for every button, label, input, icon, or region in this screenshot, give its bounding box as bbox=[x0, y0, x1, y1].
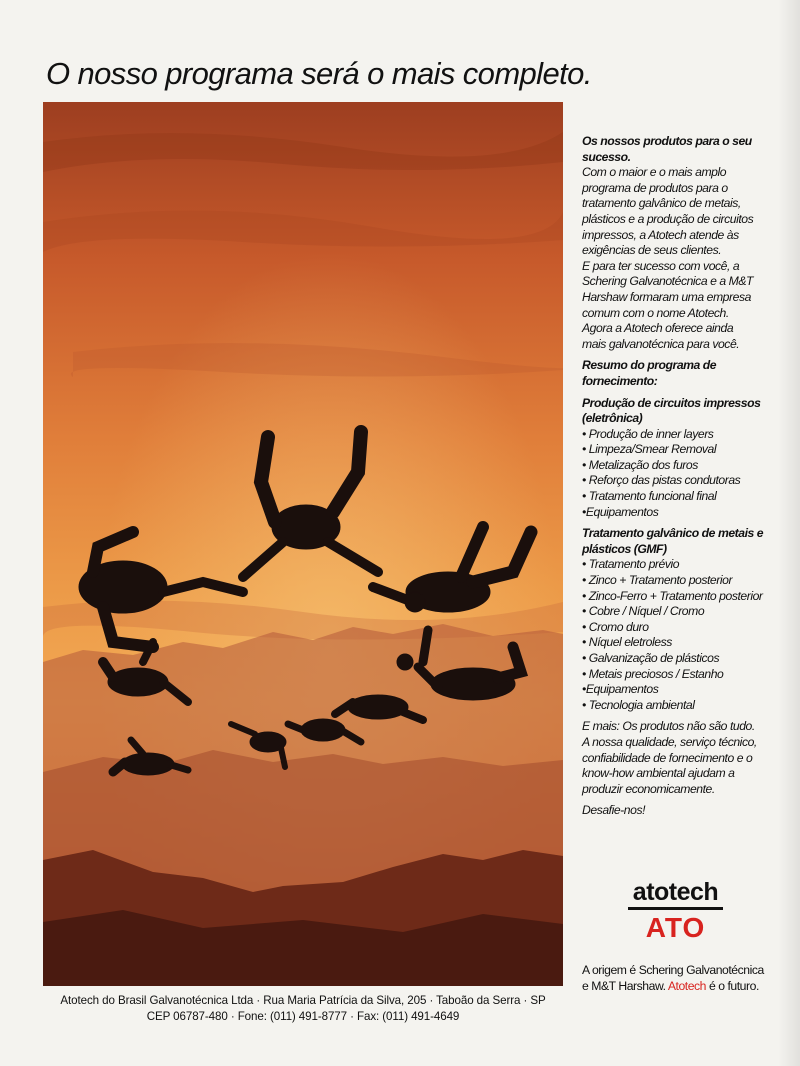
logo-divider bbox=[628, 907, 723, 910]
pcb-item: • Produção de inner layers bbox=[582, 426, 714, 441]
intro-line: impressos, a Atotech atende às bbox=[582, 227, 739, 242]
pcb-item: • Reforço das pistas condutoras bbox=[582, 473, 741, 488]
atotech-ato-logo bbox=[628, 879, 723, 942]
intro-line: Agora a Atotech oferece ainda bbox=[582, 321, 734, 336]
pcb-list bbox=[582, 427, 782, 521]
gmf-item: • Galvanização de plásticos bbox=[582, 651, 720, 665]
footer-address bbox=[43, 993, 563, 1025]
headline: O nosso programa será o mais completo. bbox=[46, 56, 592, 91]
gmf-item: • Zinco-Ferro + Tratamento posterior bbox=[582, 588, 763, 603]
gmf-item: • Tratamento prévio bbox=[582, 557, 680, 572]
logo-ato-mark: ATO bbox=[645, 912, 706, 943]
closing-line: confiabilidade de fornecimento e o bbox=[582, 750, 753, 765]
intro-line: exigências de seus clientes. bbox=[582, 243, 722, 258]
closing-line: A nossa qualidade, serviço técnico, bbox=[582, 734, 757, 749]
gmf-heading: Tratamento galvânico de metais e plásticos (GMF) bbox=[582, 526, 764, 556]
closing-line: produzir economicamente. bbox=[582, 781, 715, 796]
sidebar-copy bbox=[582, 134, 782, 819]
pcb-item: • Metalização dos furos bbox=[582, 457, 698, 472]
gmf-item: • Metais preciosos / Estanho bbox=[582, 666, 724, 681]
closing-line: E mais: Os produtos não são tudo. bbox=[582, 719, 755, 734]
tagline-line-2 bbox=[582, 978, 782, 994]
pcb-item: • Limpeza/Smear Removal bbox=[582, 442, 717, 457]
intro-line: Harshaw formaram uma empresa bbox=[582, 289, 751, 304]
intro-line: mais galvanotécnica para você. bbox=[582, 336, 740, 351]
products-heading: Os nossos produtos para o seu sucesso. bbox=[582, 134, 752, 164]
tagline-brand: Atotech bbox=[667, 979, 707, 993]
pcb-item: • Tratamento funcional final bbox=[582, 489, 717, 504]
intro-line: Com o maior e o mais amplo bbox=[582, 165, 727, 180]
closing-paragraph bbox=[582, 719, 782, 797]
intro-line: programa de produtos para o bbox=[582, 180, 728, 195]
gmf-item: •Equipamentos bbox=[582, 682, 659, 697]
gmf-item: • Tecnologia ambiental bbox=[582, 697, 695, 712]
tagline-prefix: e M&T Harshaw. bbox=[582, 979, 666, 993]
intro-line: plásticos e a produção de circuitos bbox=[582, 211, 754, 226]
gmf-item: • Níquel eletroless bbox=[582, 635, 672, 650]
pcb-item: •Equipamentos bbox=[582, 504, 659, 519]
footer-line-1: Atotech do Brasil Galvanotécnica Ltda · Rua Maria Patrícia da Silva, 205 · Taboão da Serra · SP bbox=[60, 994, 546, 1007]
intro-line: comum com o nome Atotech. bbox=[582, 305, 729, 320]
gmf-item: • Cromo duro bbox=[582, 619, 649, 634]
footer-line-2: CEP 06787-480 · Fone: (011) 491-8777 · Fax: (011) 491-4649 bbox=[146, 1010, 460, 1023]
program-heading: Resumo do programa de fornecimento: bbox=[582, 358, 717, 388]
tagline-line-1: A origem é Schering Galvanotécnica bbox=[582, 963, 764, 977]
call-to-action: Desafie-nos! bbox=[582, 803, 646, 818]
tagline-suffix: é o futuro. bbox=[708, 979, 759, 993]
intro-line: Schering Galvanotécnica e a M&T bbox=[582, 274, 753, 289]
gmf-item: • Zinco + Tratamento posterior bbox=[582, 573, 733, 588]
tagline bbox=[582, 962, 782, 994]
intro-line: E para ter sucesso com você, a bbox=[582, 258, 740, 273]
pcb-heading: Produção de circuitos impressos (eletrônica) bbox=[582, 395, 761, 426]
intro-line: tratamento galvânico de metais, bbox=[582, 196, 741, 211]
logo-wordmark: atotech bbox=[632, 878, 719, 906]
gmf-list bbox=[582, 557, 782, 713]
skydivers-formation-sunset-photo bbox=[43, 102, 563, 986]
closing-line: know-how ambiental ajudam a bbox=[582, 766, 735, 781]
gmf-item: • Cobre / Níquel / Cromo bbox=[582, 604, 705, 619]
